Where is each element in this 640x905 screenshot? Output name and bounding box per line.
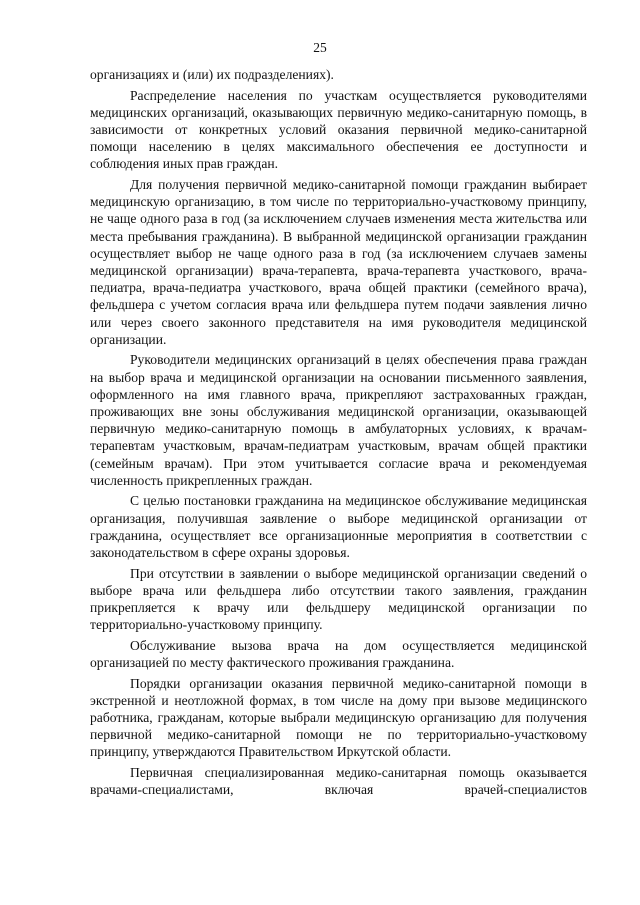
paragraph-home-visit: Обслуживание вызова врача на дом осуществляется медицинской организацией по месту фактического проживания гражданина. (90, 637, 587, 671)
paragraph-choice-of-organization: Для получения первичной медико-санитарной помощи гражданин выбирает медицинскую организацию, в том числе по территориально-участковому принципу, не чаще одного раза в год (за исключением случаев изменения места жительства или места пребывания гражданина). В выбранной медицинской организации гражданин осуществляет выбор не чаще одного раза в год (за исключением случаев замены медицинской организации) врача-терапевта, врача-терапевта участкового, врача-педиатра, врача-педиатра участкового, врача общей практики (семейного врача), фельдшера с учетом согласия врача или фельдшера путем подачи заявления лично или через своего законного представителя на имя руководителя медицинской организации. (90, 177, 587, 347)
paragraph-attachment-of-citizens: Руководители медицинских организаций в целях обеспечения права граждан на выбор врача и медицинской организации на основании письменного заявления, оформленного на имя главного врача, прикрепляют застрахованных граждан, проживающих вне зоны обслуживания медицинской организации, оказывающей первичную медико-санитарную помощь в амбулаторных условиях, к врачам-терапевтам участковым, врачам-педиатрам участковым, врачам общей практики (семейным врачам). При этом учитывается согласие врача и рекомендуемая численность прикрепленных граждан. (90, 352, 587, 488)
paragraph-emergency-procedures: Порядки организации оказания первичной медико-санитарной помощи в экстренной и неотложной формах, в том числе на дому при вызове медицинского работника, гражданам, которые выбрали медицинскую организацию для получения первичной медико-санитарной помощи не по территориально-участковому принципу, утверждаются Правительством Иркутской области. (90, 675, 587, 760)
document-body (90, 66, 587, 798)
paragraph-population-distribution: Распределение населения по участкам осуществляется руководителями медицинских организаций, оказывающих первичную медико-санитарную помощь, в зависимости от конкретных условий оказания первичной медико-санитарной помощи населению в целях максимального обеспечения ее доступности и соблюдения иных прав граждан. (90, 87, 587, 172)
paragraph-specialized-care: Первичная специализированная медико-санитарная помощь оказывается врачами-специалистами, включая врачей-специалистов (90, 765, 587, 798)
paragraph-absence-of-choice: При отсутствии в заявлении о выборе медицинской организации сведений о выборе врача или фельдшера либо отсутствии такого заявления, гражданин прикрепляется к врачу или фельдшеру медицинской организации по территориально-участковому принципу. (90, 565, 587, 633)
page-number: 25 (313, 40, 327, 55)
paragraph-registration: С целью постановки гражданина на медицинское обслуживание медицинская организация, получившая заявление о выборе медицинской организации от гражданина, осуществляет все организационные мероприятия в соответствии с законодательством в сфере охраны здоровья. (90, 493, 587, 561)
paragraph-continuation: организациях и (или) их подразделениях). (90, 67, 334, 82)
